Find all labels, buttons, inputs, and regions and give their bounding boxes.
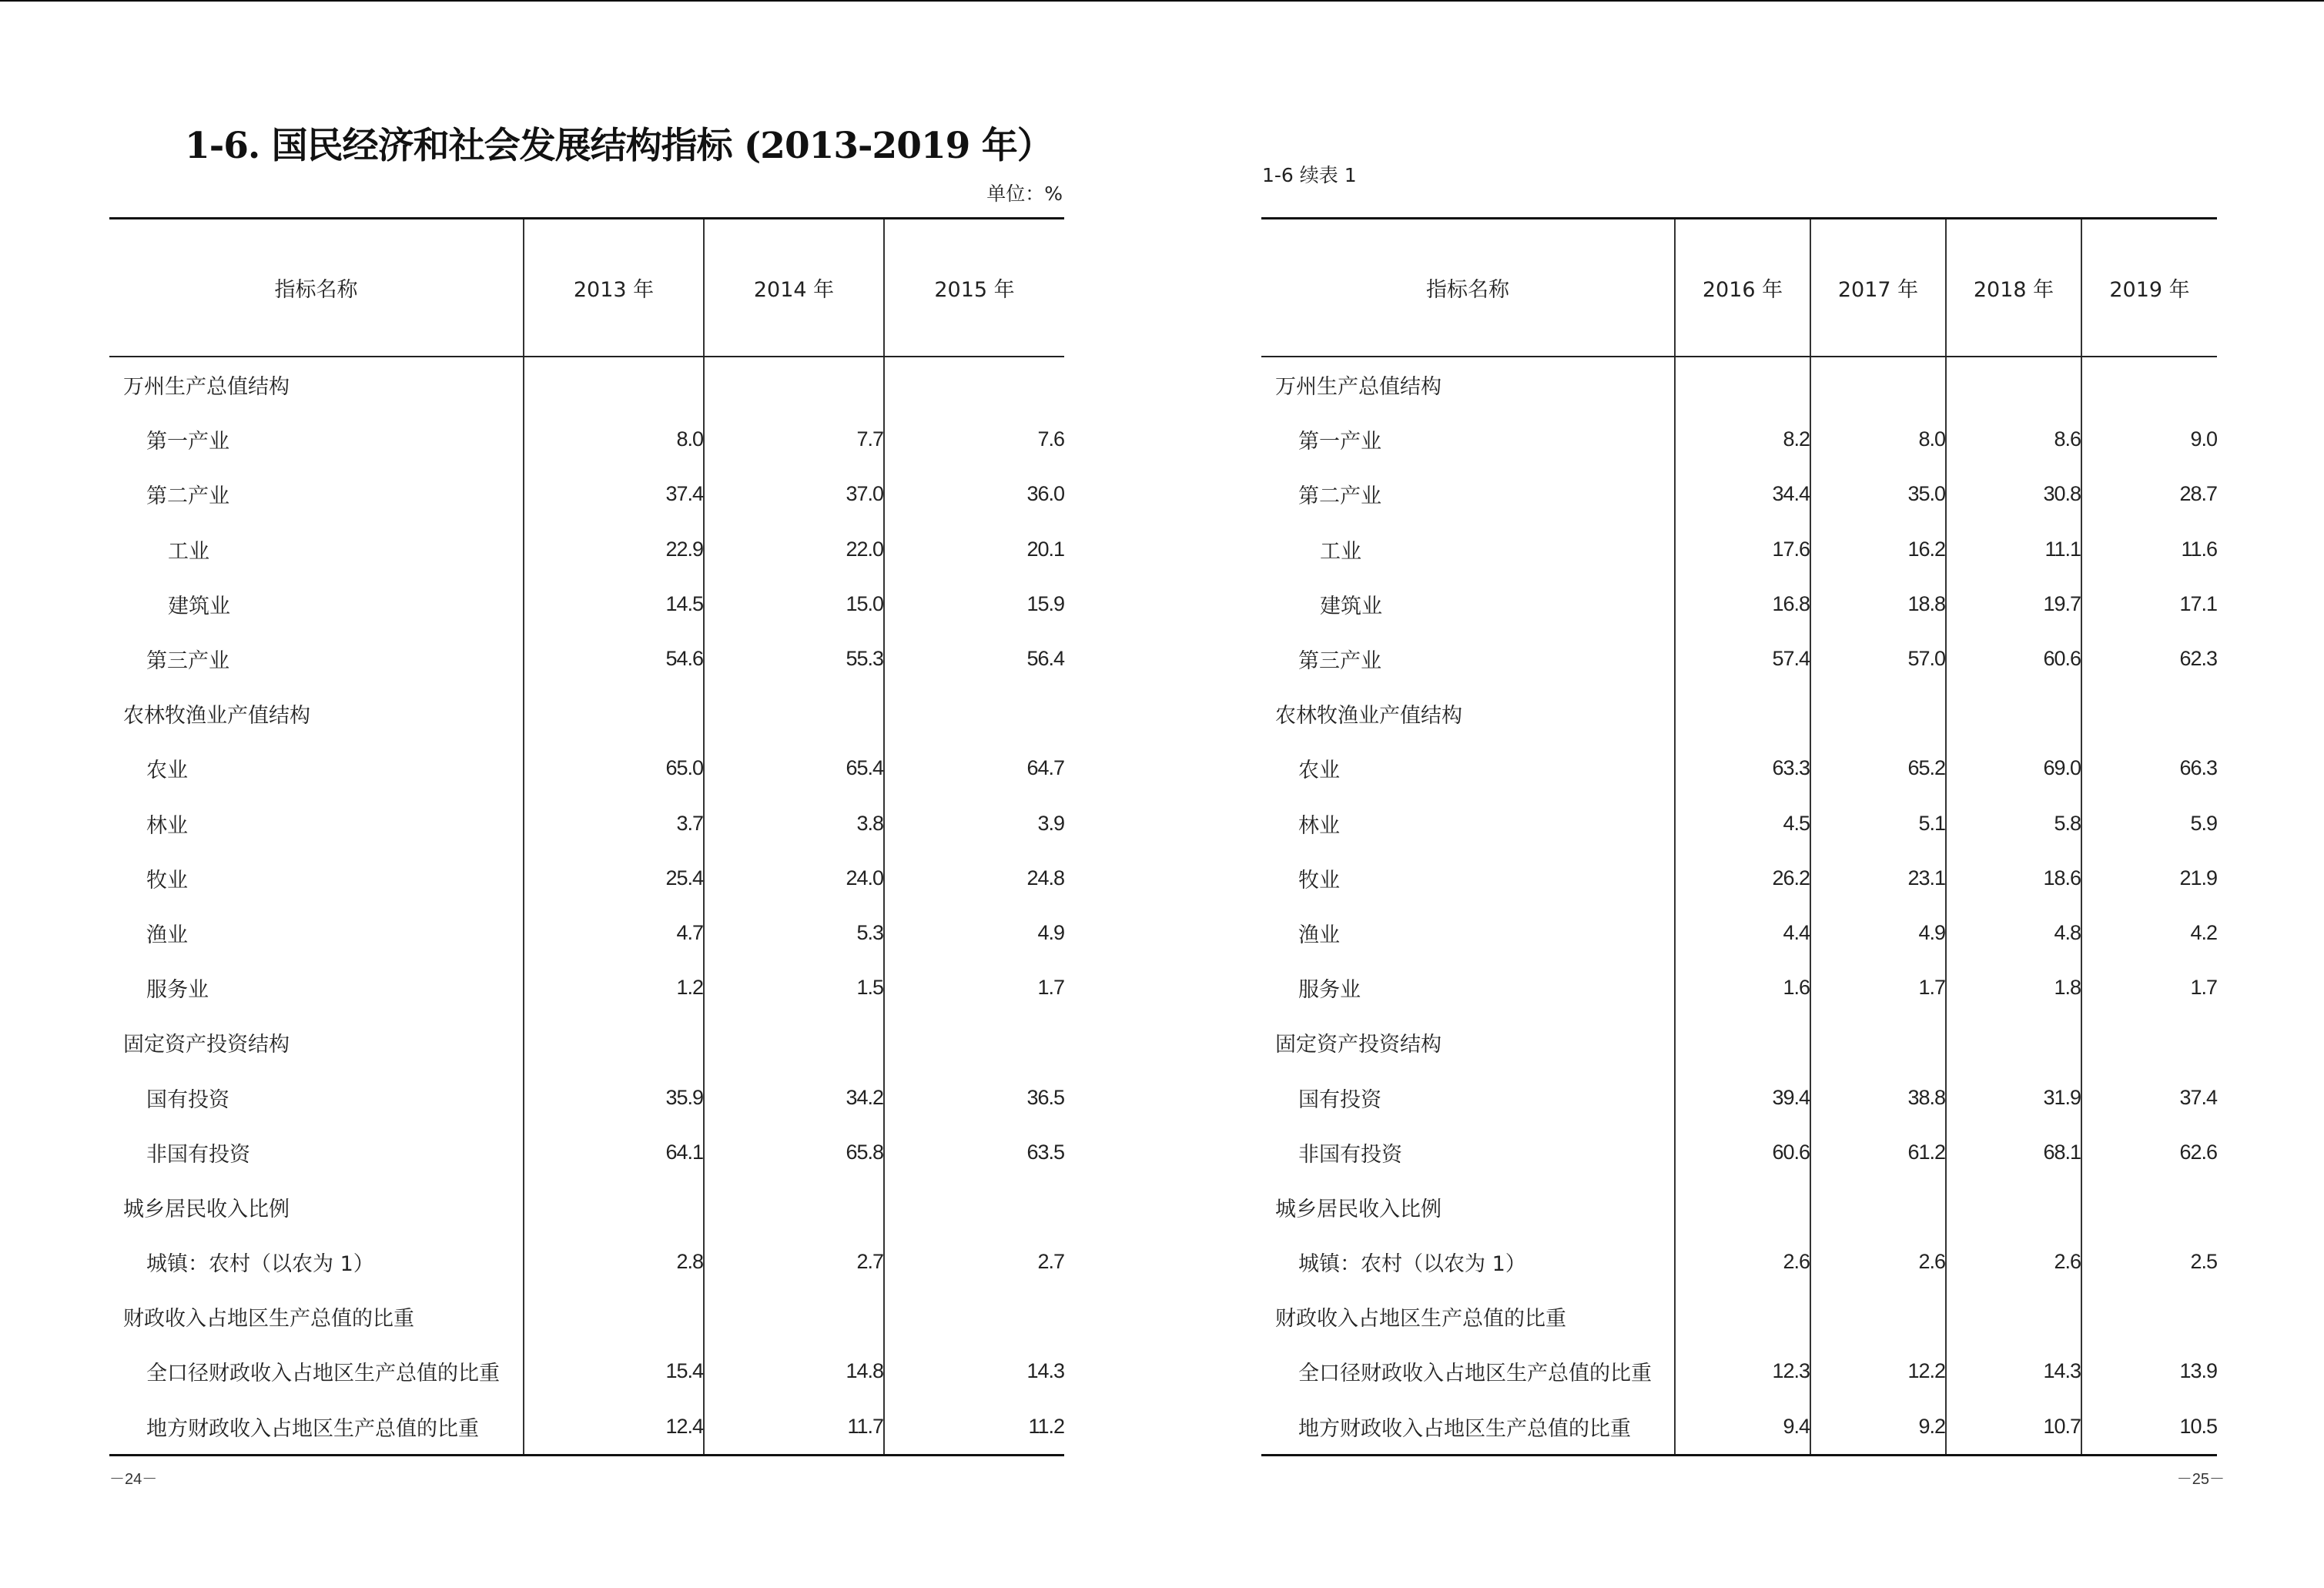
table-section-row [109, 357, 1064, 412]
indicator-value: 62.6 [2081, 1125, 2217, 1180]
indicator-name: 城镇：农村（以农为 1） [146, 1252, 374, 1277]
indicator-name: 第二产业 [1298, 484, 1381, 509]
indicator-value: 34.4 [1675, 467, 1810, 521]
indicator-value: 8.2 [1675, 412, 1810, 467]
indicator-value: 4.7 [524, 906, 704, 960]
indicator-value [1946, 1015, 2081, 1070]
indicator-value: 8.0 [1810, 412, 1946, 467]
indicator-name: 固定资产投资结构 [1275, 1033, 1442, 1057]
table-row [1261, 467, 2217, 521]
indicator-value: 31.9 [1946, 1070, 2081, 1124]
indicator-value: 26.2 [1675, 851, 1810, 906]
table-row [1261, 522, 2217, 577]
indicator-value [1810, 357, 1946, 412]
indicator-value [1946, 1180, 2081, 1235]
indicator-name: 财政收入占地区生产总值的比重 [123, 1307, 414, 1332]
indicator-name: 服务业 [1298, 978, 1361, 1003]
indicator-value: 12.4 [524, 1399, 704, 1456]
indicator-name: 非国有投资 [146, 1142, 250, 1167]
table-row [109, 1344, 1064, 1399]
indicator-value: 11.6 [2081, 522, 2217, 577]
indicator-value: 2.5 [2081, 1235, 2217, 1289]
indicator-value [1946, 686, 2081, 741]
indicator-value [1810, 686, 1946, 741]
indicator-value: 38.8 [1810, 1070, 1946, 1124]
indicator-value: 14.3 [884, 1344, 1064, 1399]
indicator-name: 第三产业 [146, 649, 229, 674]
header-year: 2014 年 [704, 219, 884, 357]
indicator-value: 18.6 [1946, 851, 2081, 906]
indicator-value: 1.6 [1675, 960, 1810, 1015]
indicator-value: 1.7 [884, 960, 1064, 1015]
table-row [109, 1399, 1064, 1456]
header-year: 2016 年 [1675, 219, 1810, 357]
indicator-value: 2.7 [884, 1235, 1064, 1289]
indicator-value: 15.0 [704, 577, 884, 632]
indicator-name: 建筑业 [1320, 594, 1382, 618]
table-row [1261, 1125, 2217, 1180]
indicator-value [1675, 1180, 1810, 1235]
indicator-value: 60.6 [1946, 632, 2081, 686]
table-section-row [109, 1180, 1064, 1235]
indicator-value [704, 1180, 884, 1235]
table-row [1261, 1344, 2217, 1399]
indicator-value: 35.0 [1810, 467, 1946, 521]
table-row [109, 1235, 1064, 1289]
indicator-value: 56.4 [884, 632, 1064, 686]
indicator-value [704, 357, 884, 412]
indicator-value: 35.9 [524, 1070, 704, 1124]
indicator-value: 1.2 [524, 960, 704, 1015]
table-row [1261, 796, 2217, 851]
indicator-value: 9.4 [1675, 1399, 1810, 1456]
indicator-name: 林业 [146, 813, 188, 838]
indicator-value: 65.0 [524, 741, 704, 796]
indicator-name: 工业 [168, 539, 209, 564]
page-title: 1-6. 国民经济和社会发展结构指标 (2013-2019 年） [185, 125, 1053, 167]
indicator-value: 17.1 [2081, 577, 2217, 632]
indicator-value: 25.4 [524, 851, 704, 906]
indicator-value [524, 686, 704, 741]
table-row [1261, 1070, 2217, 1124]
indicator-name: 渔业 [1298, 923, 1340, 947]
table-section-row [1261, 1289, 2217, 1344]
table-section-row [1261, 1015, 2217, 1070]
indicator-value [884, 1015, 1064, 1070]
table-row [1261, 741, 2217, 796]
indicator-name: 固定资产投资结构 [123, 1033, 290, 1057]
table-row [109, 412, 1064, 467]
indicator-value: 10.5 [2081, 1399, 2217, 1456]
indicator-value: 37.4 [524, 467, 704, 521]
indicator-value: 37.0 [704, 467, 884, 521]
table-row [109, 796, 1064, 851]
indicator-value: 11.1 [1946, 522, 2081, 577]
continued-table-label: 1-6 续表 1 [1262, 164, 1357, 186]
indicator-value: 28.7 [2081, 467, 2217, 521]
table-row [109, 906, 1064, 960]
header-year: 2013 年 [524, 219, 704, 357]
indicator-value: 2.6 [1675, 1235, 1810, 1289]
indicator-name: 第二产业 [146, 484, 229, 509]
indicator-value: 9.0 [2081, 412, 2217, 467]
indicator-value: 68.1 [1946, 1125, 2081, 1180]
indicator-value: 8.0 [524, 412, 704, 467]
indicator-table-2013-2015 [109, 217, 1064, 1456]
indicator-value: 14.3 [1946, 1344, 2081, 1399]
table-row [109, 1125, 1064, 1180]
table-section-row [109, 1015, 1064, 1070]
table-body [1261, 357, 2217, 1455]
indicator-name: 城乡居民收入比例 [1275, 1197, 1442, 1221]
indicator-value: 15.4 [524, 1344, 704, 1399]
indicator-value [1675, 1015, 1810, 1070]
indicator-value: 4.2 [2081, 906, 2217, 960]
indicator-value: 64.1 [524, 1125, 704, 1180]
page-number: －24－ [109, 1471, 158, 1488]
indicator-value [1675, 357, 1810, 412]
header-indicator-name: 指标名称 [1261, 219, 1675, 357]
table-header-row [1261, 219, 2217, 357]
indicator-value: 1.5 [704, 960, 884, 1015]
indicator-name: 地方财政收入占地区生产总值的比重 [146, 1416, 479, 1441]
indicator-value: 10.7 [1946, 1399, 2081, 1456]
indicator-value [704, 686, 884, 741]
indicator-value: 65.8 [704, 1125, 884, 1180]
indicator-value [704, 1289, 884, 1344]
indicator-name: 全口径财政收入占地区生产总值的比重 [1298, 1362, 1652, 1386]
indicator-value: 5.9 [2081, 796, 2217, 851]
table-row [1261, 1399, 2217, 1456]
indicator-value: 18.8 [1810, 577, 1946, 632]
table-section-row [109, 686, 1064, 741]
indicator-value: 7.7 [704, 412, 884, 467]
indicator-name: 农业 [1298, 759, 1340, 783]
indicator-name: 服务业 [146, 978, 209, 1003]
indicator-value: 34.2 [704, 1070, 884, 1124]
indicator-value: 22.0 [704, 522, 884, 577]
indicator-value: 11.7 [704, 1399, 884, 1456]
indicator-name: 万州生产总值结构 [1275, 375, 1442, 400]
indicator-value [1810, 1180, 1946, 1235]
indicator-value [2081, 1180, 2217, 1235]
indicator-value: 39.4 [1675, 1070, 1810, 1124]
indicator-table-2016-2019 [1261, 217, 2217, 1456]
indicator-value [2081, 1289, 2217, 1344]
indicator-value: 8.6 [1946, 412, 2081, 467]
indicator-value: 22.9 [524, 522, 704, 577]
indicator-value: 65.2 [1810, 741, 1946, 796]
indicator-value: 16.8 [1675, 577, 1810, 632]
indicator-value: 16.2 [1810, 522, 1946, 577]
table-section-row [1261, 357, 2217, 412]
indicator-value: 54.6 [524, 632, 704, 686]
indicator-value: 15.9 [884, 577, 1064, 632]
indicator-value [884, 1180, 1064, 1235]
indicator-value: 13.9 [2081, 1344, 2217, 1399]
indicator-value: 12.2 [1810, 1344, 1946, 1399]
indicator-value: 65.4 [704, 741, 884, 796]
table-row [1261, 632, 2217, 686]
table-row [1261, 412, 2217, 467]
indicator-value: 36.5 [884, 1070, 1064, 1124]
table-section-row [1261, 1180, 2217, 1235]
header-year: 2015 年 [884, 219, 1064, 357]
indicator-value: 23.1 [1810, 851, 1946, 906]
table-row [1261, 1235, 2217, 1289]
indicator-value [1675, 686, 1810, 741]
indicator-value: 57.0 [1810, 632, 1946, 686]
indicator-value [2081, 357, 2217, 412]
indicator-value: 24.0 [704, 851, 884, 906]
indicator-value: 17.6 [1675, 522, 1810, 577]
table-row [109, 522, 1064, 577]
indicator-value: 4.4 [1675, 906, 1810, 960]
table-section-row [109, 1289, 1064, 1344]
indicator-value: 21.9 [2081, 851, 2217, 906]
indicator-name: 牧业 [1298, 868, 1340, 893]
indicator-value: 4.9 [884, 906, 1064, 960]
indicator-value: 2.8 [524, 1235, 704, 1289]
indicator-value [524, 1180, 704, 1235]
indicator-value [884, 1289, 1064, 1344]
indicator-value [1946, 1289, 2081, 1344]
indicator-value [524, 1289, 704, 1344]
indicator-value: 1.7 [2081, 960, 2217, 1015]
indicator-value: 30.8 [1946, 467, 2081, 521]
table-row [109, 960, 1064, 1015]
indicator-value: 9.2 [1810, 1399, 1946, 1456]
indicator-value: 62.3 [2081, 632, 2217, 686]
unit-label: 单位：% [986, 183, 1063, 205]
indicator-value: 66.3 [2081, 741, 2217, 796]
indicator-value [884, 357, 1064, 412]
table-row [109, 1070, 1064, 1124]
indicator-value: 1.7 [1810, 960, 1946, 1015]
table-row [109, 577, 1064, 632]
indicator-value: 20.1 [884, 522, 1064, 577]
indicator-value [704, 1015, 884, 1070]
indicator-value: 4.8 [1946, 906, 2081, 960]
indicator-value [2081, 686, 2217, 741]
header-year: 2019 年 [2081, 219, 2217, 357]
indicator-name: 财政收入占地区生产总值的比重 [1275, 1307, 1566, 1332]
indicator-value [524, 357, 704, 412]
table-row [109, 467, 1064, 521]
indicator-value: 7.6 [884, 412, 1064, 467]
indicator-value: 24.8 [884, 851, 1064, 906]
indicator-name: 城乡居民收入比例 [123, 1197, 290, 1221]
table-row [109, 741, 1064, 796]
indicator-value: 2.6 [1946, 1235, 2081, 1289]
indicator-value: 57.4 [1675, 632, 1810, 686]
indicator-name: 第三产业 [1298, 649, 1381, 674]
indicator-value: 69.0 [1946, 741, 2081, 796]
indicator-value: 3.7 [524, 796, 704, 851]
table-section-row [1261, 686, 2217, 741]
indicator-name: 万州生产总值结构 [123, 375, 290, 400]
indicator-name: 地方财政收入占地区生产总值的比重 [1298, 1416, 1631, 1441]
table-row [1261, 906, 2217, 960]
indicator-value: 3.8 [704, 796, 884, 851]
indicator-value: 4.5 [1675, 796, 1810, 851]
indicator-value: 64.7 [884, 741, 1064, 796]
indicator-value: 2.7 [704, 1235, 884, 1289]
header-year: 2018 年 [1946, 219, 2081, 357]
indicator-value: 11.2 [884, 1399, 1064, 1456]
indicator-name: 全口径财政收入占地区生产总值的比重 [146, 1362, 500, 1386]
indicator-name: 第一产业 [1298, 430, 1381, 454]
table-row [109, 851, 1064, 906]
indicator-name: 国有投资 [1298, 1087, 1381, 1112]
indicator-name: 国有投资 [146, 1087, 229, 1112]
indicator-name: 第一产业 [146, 430, 229, 454]
indicator-value [2081, 1015, 2217, 1070]
indicator-value: 19.7 [1946, 577, 2081, 632]
indicator-name: 农林牧渔业产值结构 [123, 704, 310, 729]
indicator-name: 城镇：农村（以农为 1） [1298, 1252, 1526, 1277]
indicator-value: 5.8 [1946, 796, 2081, 851]
indicator-value: 55.3 [704, 632, 884, 686]
indicator-name: 建筑业 [168, 594, 230, 618]
table-row [1261, 577, 2217, 632]
indicator-value: 63.5 [884, 1125, 1064, 1180]
table-body [109, 357, 1064, 1455]
indicator-name: 牧业 [146, 868, 188, 893]
indicator-value [1810, 1289, 1946, 1344]
indicator-name: 渔业 [146, 923, 188, 947]
indicator-value: 5.3 [704, 906, 884, 960]
indicator-name: 农林牧渔业产值结构 [1275, 704, 1462, 729]
indicator-value: 61.2 [1810, 1125, 1946, 1180]
indicator-value: 4.9 [1810, 906, 1946, 960]
indicator-value: 3.9 [884, 796, 1064, 851]
indicator-name: 农业 [146, 759, 188, 783]
right-page [1162, 0, 2324, 1588]
indicator-value: 14.8 [704, 1344, 884, 1399]
indicator-value [1810, 1015, 1946, 1070]
indicator-name: 林业 [1298, 813, 1340, 838]
table-header-row [109, 219, 1064, 357]
indicator-value [1946, 357, 2081, 412]
indicator-value [524, 1015, 704, 1070]
indicator-value: 5.1 [1810, 796, 1946, 851]
header-year: 2017 年 [1810, 219, 1946, 357]
indicator-value: 60.6 [1675, 1125, 1810, 1180]
indicator-value: 1.8 [1946, 960, 2081, 1015]
header-indicator-name: 指标名称 [109, 219, 524, 357]
indicator-value: 63.3 [1675, 741, 1810, 796]
indicator-value [884, 686, 1064, 741]
indicator-value [1675, 1289, 1810, 1344]
table-row [109, 632, 1064, 686]
indicator-value: 36.0 [884, 467, 1064, 521]
indicator-value: 2.6 [1810, 1235, 1946, 1289]
indicator-value: 12.3 [1675, 1344, 1810, 1399]
table-row [1261, 851, 2217, 906]
indicator-value: 37.4 [2081, 1070, 2217, 1124]
indicator-name: 非国有投资 [1298, 1142, 1402, 1167]
table-row [1261, 960, 2217, 1015]
page-number: －25－ [2176, 1471, 2225, 1488]
indicator-value: 14.5 [524, 577, 704, 632]
indicator-name: 工业 [1320, 539, 1361, 564]
